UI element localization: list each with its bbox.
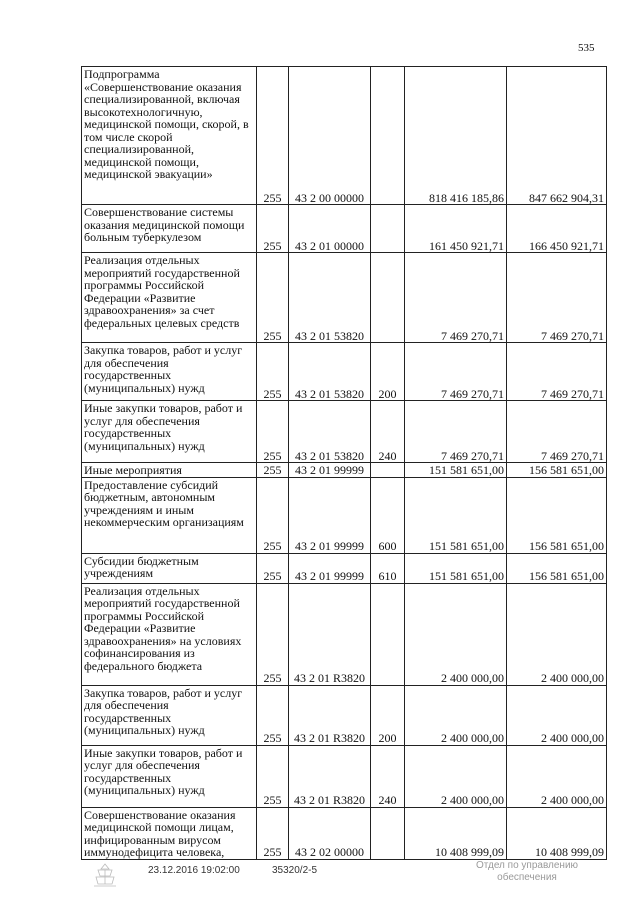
row-target-article: 43 2 01 53820: [289, 343, 371, 401]
document-footer: [0, 860, 640, 905]
row-expense-type: [371, 583, 405, 685]
row-name: Закупка товаров, работ и услуг для обеспечения государственных (муниципальных) нужд: [82, 685, 257, 745]
row-amount-2018: 7 469 270,71: [507, 253, 607, 343]
row-amount-2017: 7 469 270,71: [405, 401, 507, 463]
table-row: [82, 553, 607, 583]
row-name: Закупка товаров, работ и услуг для обеспечения государственных (муниципальных) нужд: [82, 343, 257, 401]
row-amount-2018: 7 469 270,71: [507, 401, 607, 463]
row-target-article: 43 2 01 53820: [289, 401, 371, 463]
footer-timestamp: 23.12.2016 19:02:00: [148, 865, 240, 876]
row-expense-type: [371, 253, 405, 343]
row-code: 255: [257, 205, 289, 253]
row-name: Реализация отдельных мероприятий государственной программы Российской Федерации «Развитие здравоохранения» на условиях софинансирования из федерального бюджета: [82, 583, 257, 685]
row-name: Иные мероприятия: [82, 463, 257, 478]
emblem-icon: [90, 862, 120, 888]
row-amount-2017: 7 469 270,71: [405, 343, 507, 401]
row-code: 255: [257, 463, 289, 478]
row-amount-2017: 7 469 270,71: [405, 253, 507, 343]
row-code: 255: [257, 477, 289, 553]
table-row: [82, 401, 607, 463]
row-target-article: 43 2 01 R3820: [289, 745, 371, 807]
row-amount-2017: 2 400 000,00: [405, 583, 507, 685]
table-row: [82, 583, 607, 685]
row-amount-2018: 166 450 921,71: [507, 205, 607, 253]
row-target-article: 43 2 00 00000: [289, 67, 371, 205]
row-target-article: 43 2 01 00000: [289, 205, 371, 253]
row-amount-2017: 151 581 651,00: [405, 553, 507, 583]
row-name: Иные закупки товаров, работ и услуг для обеспечения государственных (муниципальных) нужд: [82, 745, 257, 807]
row-amount-2018: 10 408 999,09: [507, 807, 607, 859]
table-row: [82, 807, 607, 859]
row-expense-type: 610: [371, 553, 405, 583]
row-code: 255: [257, 745, 289, 807]
row-code: 255: [257, 807, 289, 859]
row-amount-2018: 156 581 651,00: [507, 463, 607, 478]
row-amount-2018: 156 581 651,00: [507, 477, 607, 553]
table-row: [82, 205, 607, 253]
footer-stamp: Отдел по управлению обеспечения: [475, 860, 579, 883]
table-row: [82, 685, 607, 745]
row-expense-type: 200: [371, 685, 405, 745]
table-row: [82, 253, 607, 343]
table-row: [82, 745, 607, 807]
row-expense-type: [371, 205, 405, 253]
row-amount-2018: 2 400 000,00: [507, 685, 607, 745]
row-name: Реализация отдельных мероприятий государственной программы Российской Федерации «Развитие здравоохранения» за счет федеральных целевых средств: [82, 253, 257, 343]
table-row: [82, 67, 607, 205]
row-code: 255: [257, 67, 289, 205]
row-amount-2017: 151 581 651,00: [405, 477, 507, 553]
row-target-article: 43 2 01 R3820: [289, 583, 371, 685]
row-code: 255: [257, 343, 289, 401]
row-code: 255: [257, 685, 289, 745]
footer-doc-number: 35320/2-5: [272, 865, 318, 876]
row-code: 255: [257, 583, 289, 685]
row-name: Подпрограмма «Совершенствование оказания специализированной, включая высокотехнологичную, медицинской помощи, скорой, в том числе скорой специализированной, медицинской помощи, медицинской эвакуации»: [82, 67, 257, 205]
row-expense-type: [371, 67, 405, 205]
row-amount-2018: 847 662 904,31: [507, 67, 607, 205]
row-code: 255: [257, 553, 289, 583]
row-expense-type: 600: [371, 477, 405, 553]
row-name: Предоставление субсидий бюджетным, автономным учреждениям и иным некоммерческим организациям: [82, 477, 257, 553]
row-name: Иные закупки товаров, работ и услуг для обеспечения государственных (муниципальных) нужд: [82, 401, 257, 463]
table-row: [82, 477, 607, 553]
row-amount-2018: 7 469 270,71: [507, 343, 607, 401]
row-code: 255: [257, 253, 289, 343]
row-expense-type: 240: [371, 745, 405, 807]
row-target-article: 43 2 01 99999: [289, 463, 371, 478]
row-amount-2017: 2 400 000,00: [405, 685, 507, 745]
row-code: 255: [257, 401, 289, 463]
table-row: [82, 343, 607, 401]
row-expense-type: 240: [371, 401, 405, 463]
page-number: 535: [578, 42, 595, 54]
budget-table: [81, 66, 607, 860]
row-name: Совершенствование оказания медицинской помощи лицам, инфицированным вирусом иммунодефицита человека,: [82, 807, 257, 859]
row-amount-2017: 151 581 651,00: [405, 463, 507, 478]
row-amount-2017: 2 400 000,00: [405, 745, 507, 807]
row-target-article: 43 2 02 00000: [289, 807, 371, 859]
row-amount-2018: 156 581 651,00: [507, 553, 607, 583]
row-target-article: 43 2 01 53820: [289, 253, 371, 343]
row-target-article: 43 2 01 99999: [289, 477, 371, 553]
row-amount-2017: 10 408 999,09: [405, 807, 507, 859]
row-expense-type: [371, 463, 405, 478]
row-amount-2018: 2 400 000,00: [507, 583, 607, 685]
row-amount-2017: 818 416 185,86: [405, 67, 507, 205]
row-name: Субсидии бюджетным учреждениям: [82, 553, 257, 583]
row-expense-type: [371, 807, 405, 859]
table-row: [82, 463, 607, 478]
row-expense-type: 200: [371, 343, 405, 401]
row-target-article: 43 2 01 R3820: [289, 685, 371, 745]
row-amount-2018: 2 400 000,00: [507, 745, 607, 807]
row-amount-2017: 161 450 921,71: [405, 205, 507, 253]
row-name: Совершенствование системы оказания медицинской помощи больным туберкулезом: [82, 205, 257, 253]
row-target-article: 43 2 01 99999: [289, 553, 371, 583]
